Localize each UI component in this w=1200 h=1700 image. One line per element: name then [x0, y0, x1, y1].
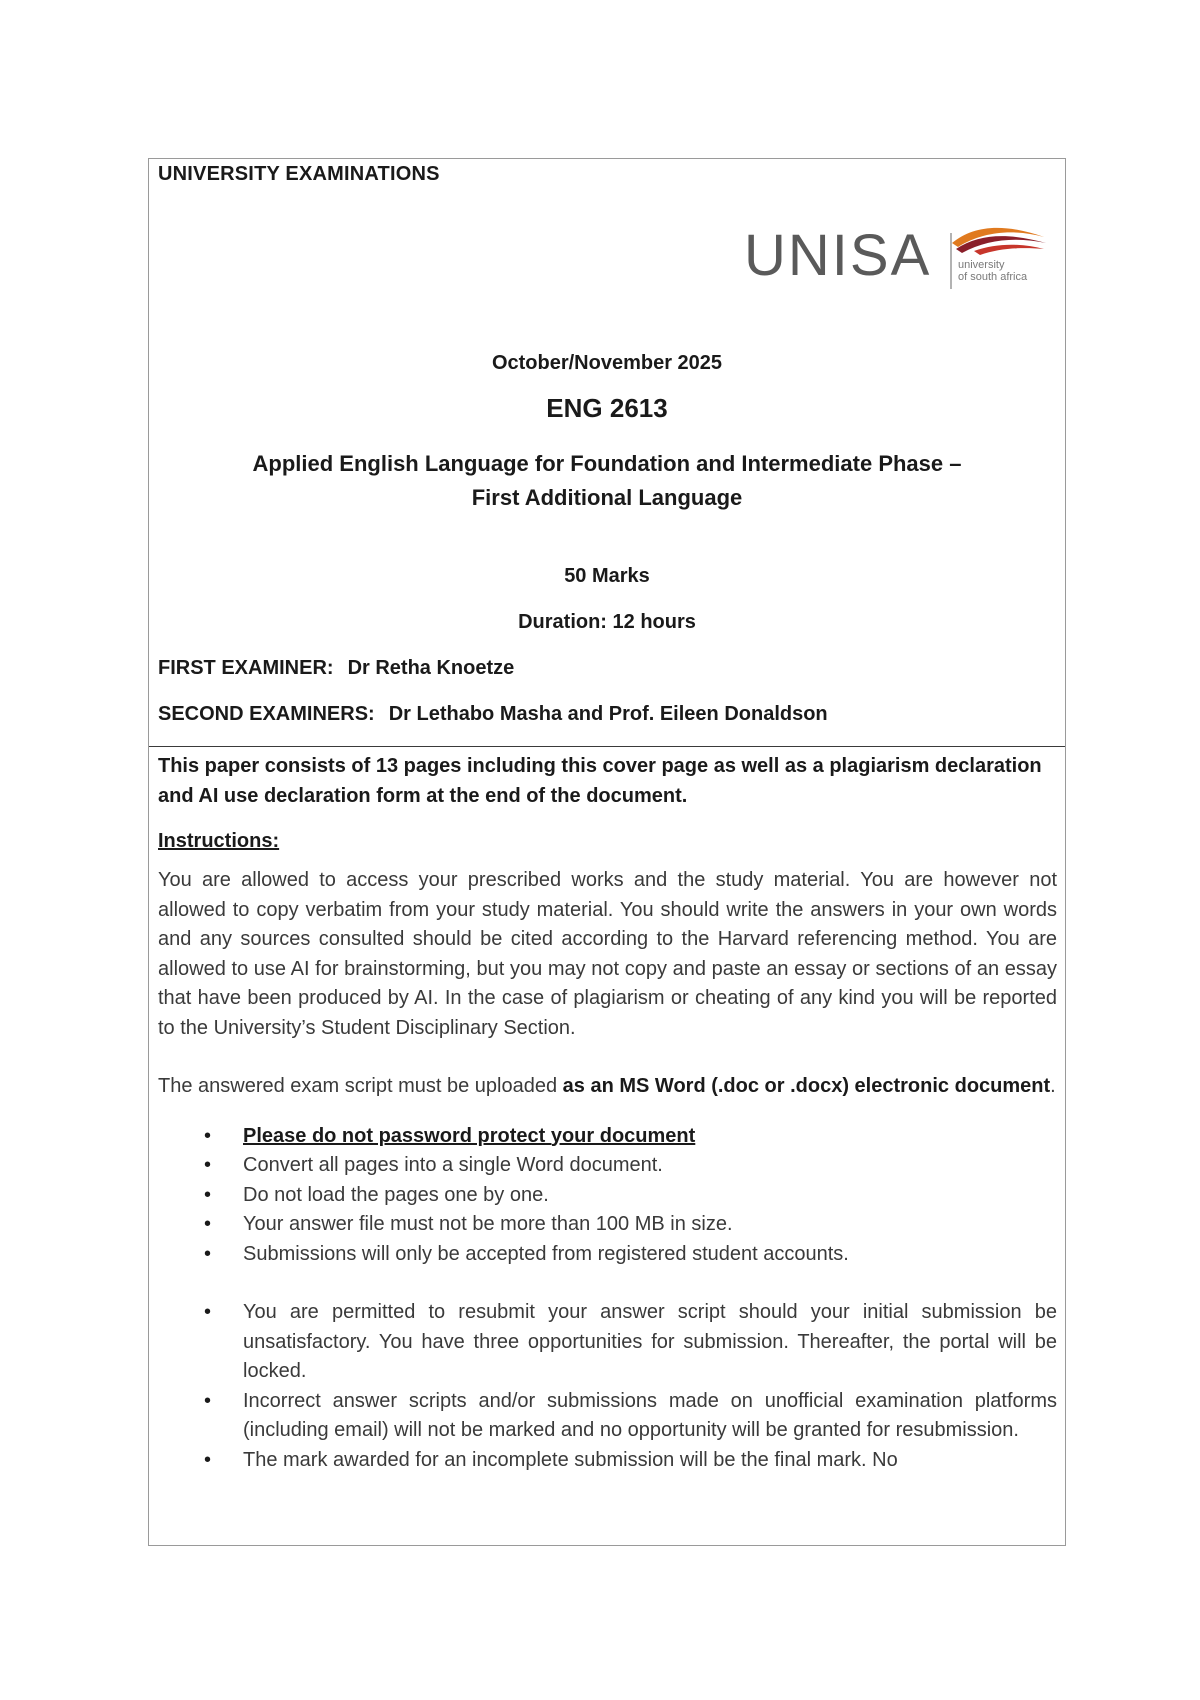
instructions-section	[149, 747, 1065, 1475]
list-item-text: The mark awarded for an incomplete submission will be the final mark. No	[243, 1448, 898, 1471]
list-item-text: You are permitted to resubmit your answer script should your initial submission be unsatisfactory. You have three opportunities for submission. Thereafter, the portal will be locked.	[243, 1301, 1057, 1382]
bullet-icon: •	[204, 1448, 212, 1471]
list-item-text: Your answer file must not be more than 100 MB in size.	[243, 1213, 733, 1235]
module-title-line1: Applied English Language for Foundation and Intermediate Phase –	[252, 451, 962, 476]
first-examiner-label: FIRST EXAMINER:	[158, 657, 334, 679]
list-item-text: Convert all pages into a single Word document.	[243, 1154, 663, 1176]
list-item	[158, 1181, 1057, 1211]
bullet-icon: •	[204, 1183, 212, 1206]
exam-session: October/November 2025	[491, 352, 723, 374]
second-examiners-label: SECOND EXAMINERS:	[158, 703, 375, 725]
module-title-line2: First Additional Language	[471, 485, 743, 510]
list-item	[158, 1122, 1057, 1152]
bullet-icon: •	[204, 1124, 212, 1147]
list-item	[158, 1446, 1057, 1476]
logo-tagline	[958, 259, 1027, 283]
list-item-text: Do not load the pages one by one.	[243, 1183, 549, 1206]
list-item-text: Incorrect answer scripts and/or submissions made on unofficial examination platforms (including email) will not be marked and no opportunity will be granted for resubmission.	[243, 1389, 1057, 1441]
first-examiner-name: Dr Retha Knoetze	[347, 657, 515, 679]
bullet-list-1	[158, 1122, 1057, 1270]
list-item	[158, 1240, 1057, 1270]
bullet-icon: •	[204, 1389, 212, 1412]
list-item	[158, 1210, 1057, 1240]
exam-heading: UNIVERSITY EXAMINATIONS	[158, 163, 440, 185]
bullet-icon: •	[204, 1301, 212, 1323]
list-item	[158, 1298, 1057, 1387]
second-examiners-names: Dr Lethabo Masha and Prof. Eileen Donaldson	[388, 703, 828, 725]
bullet-icon: •	[204, 1154, 212, 1176]
list-item-text: Please do not password protect your document	[243, 1124, 696, 1147]
logo-tagline-line1: university	[958, 259, 1005, 271]
bullet-list-2	[158, 1298, 1057, 1475]
logo-swoosh-icon	[944, 221, 1049, 261]
module-code: ENG 2613	[546, 393, 668, 423]
total-marks: 50 Marks	[564, 565, 650, 587]
paragraph-2-bold: as an MS Word (.doc or .docx) electronic document	[562, 1075, 1051, 1097]
instructions-paragraph-1: You are allowed to access your prescribed works and the study material. You are however not allowed to copy verbatim from your study material. You should write the answers in your own words and any sources consulted should be cited according to the Harvard referencing method. You are allowed to use AI for brainstorming, but you may not copy and paste an essay or sections of an essay that have been produced by AI. In the case of plagiarism or cheating of any kind you will be reported to the University’s Student Disciplinary Section.	[158, 869, 1057, 1039]
pages-note: This paper consists of 13 pages including this cover page as well as a plagiarism declaration and AI use declaration form at the end of the document.	[158, 755, 1042, 807]
bullet-icon: •	[204, 1213, 212, 1235]
paragraph-2-suffix: .	[1050, 1075, 1056, 1097]
cover-section	[149, 159, 1065, 747]
logo-wordmark: UNISA	[744, 223, 932, 288]
exam-duration: Duration: 12 hours	[518, 611, 696, 633]
exam-cover-page	[148, 158, 1066, 1546]
list-item	[158, 1387, 1057, 1446]
bullet-icon: •	[204, 1242, 212, 1265]
first-examiner	[158, 657, 514, 680]
second-examiners	[158, 703, 828, 726]
list-item-text: Submissions will only be accepted from registered student accounts.	[243, 1242, 849, 1265]
unisa-logo	[744, 217, 1049, 299]
logo-tagline-line2: of south africa	[958, 271, 1028, 283]
paragraph-2-prefix: The answered exam script must be uploaded	[158, 1075, 563, 1097]
module-title	[149, 447, 1065, 515]
instructions-paragraph-2	[158, 1072, 1057, 1102]
list-item	[158, 1151, 1057, 1181]
instructions-heading: Instructions:	[158, 830, 280, 852]
